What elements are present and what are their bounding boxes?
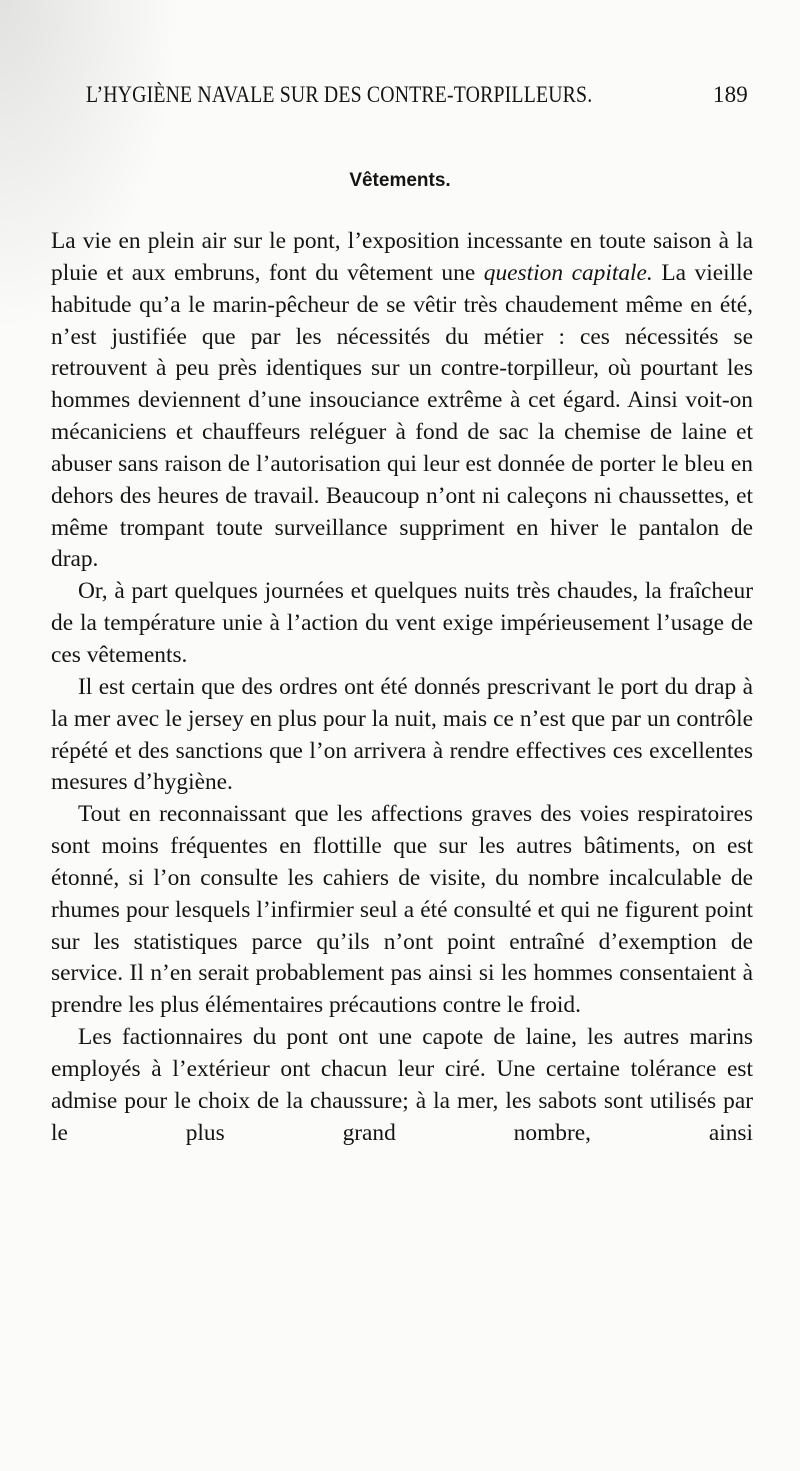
paragraph-1-end: La vieille habitude qu’a le marin-pêcheur de se vêtir très chaudement même en été, n’est justifiée que par les nécessités du métier : ces nécessités se retrouvent à peu près identiques sur un contre-torpilleur, où pourtant les hommes deviennent d’une insouciance extrême à cet égard. Ainsi voit-on mécaniciens et chauffeurs reléguer à fond de sac la chemise de laine et abuser sans raison de l’autorisation qui leur est donnée de porter le bleu en dehors des heures de travail. Beaucoup n’ont ni caleçons ni chaussettes, et même trompant toute surveillance suppriment en hiver le pantalon de drap.: [51, 259, 753, 573]
page-number: 189: [712, 82, 748, 107]
section-title: Vêtements.: [349, 170, 451, 191]
paragraph-1-start: La vie en plein air sur le pont, l’exposition incessante en toute saison à la pluie et aux embruns, font du vêtement une: [51, 228, 753, 286]
paragraph-1-italic: question capitale.: [483, 259, 653, 286]
paragraph-5: Les factionnaires du pont ont une capote de laine, les autres marins employés à l’extérieur ont chacun leur ciré. Une certaine tolérance est admise pour le choix de la chaussure; à la mer, les sabots sont utilisés par le plus grand nombre, ainsi: [51, 1024, 753, 1146]
paragraph-4: Tout en reconnaissant que les affections graves des voies respiratoires sont moins fréquentes en flottille que sur les autres bâtiments, on est étonné, si l’on consulte les cahiers de visite, du nombre incalculable de rhumes pour lesquels l’infirmier seul a été consulté et qui ne figurent point sur les statistiques parce qu’ils n’ont point entraîné d’exemption de service. Il n’en serait probablement pas ainsi si les hommes consentaient à prendre les plus élémentaires précautions contre le froid.: [51, 801, 753, 1019]
running-title: L’HYGIÈNE NAVALE SUR DES CONTRE-TORPILLEURS.: [86, 82, 593, 107]
paragraph-3: Il est certain que des ordres ont été donnés prescrivant le port du drap à la mer avec le jersey en plus pour la nuit, mais ce n’est que par un contrôle répété et des sanctions que l’on arrivera à rendre effectives ces excellentes mesures d’hygiène.: [51, 673, 753, 796]
running-head: [86, 82, 748, 118]
paragraph-2: Or, à part quelques journées et quelques nuits très chaudes, la fraîcheur de la température unie à l’action du vent exige impérieusement l’usage de ces vêtements.: [51, 578, 753, 668]
paragraph-1: [51, 226, 753, 576]
body-text: [51, 226, 753, 1149]
